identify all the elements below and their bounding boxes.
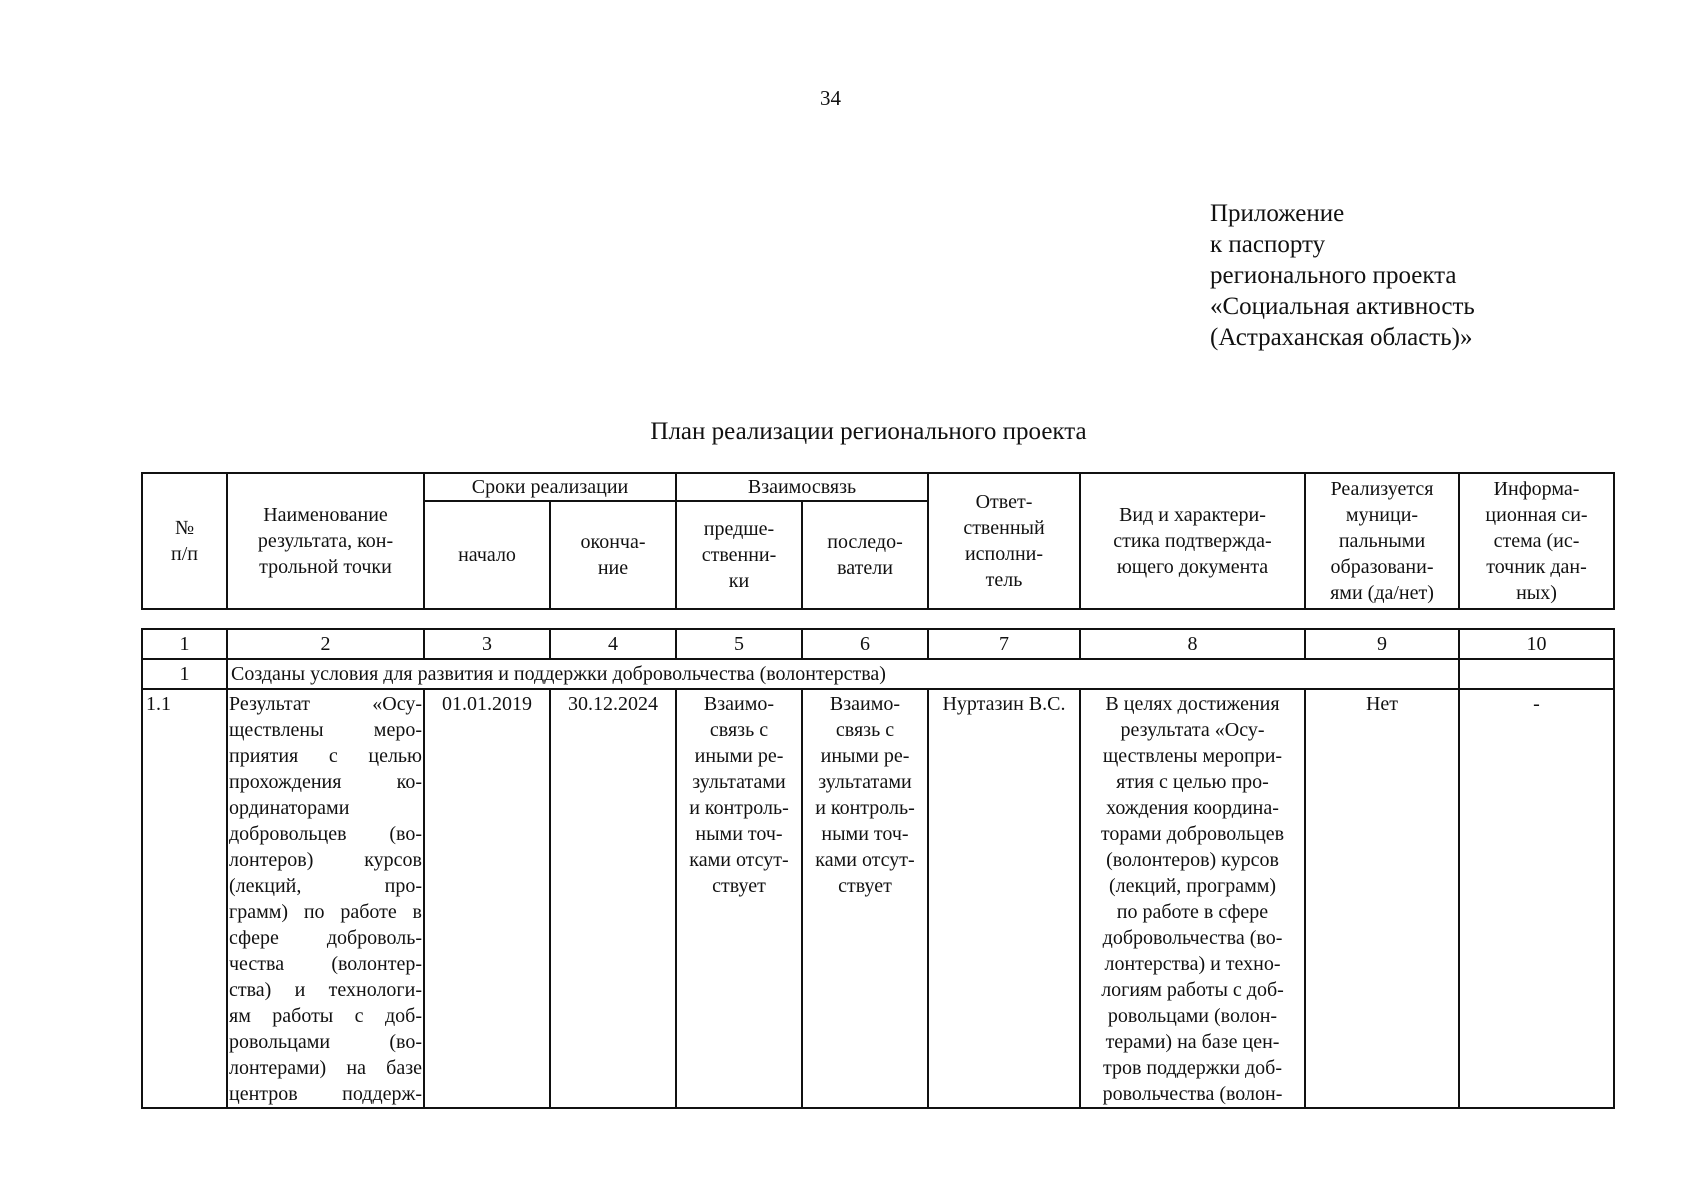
cell-line: связь с bbox=[835, 719, 895, 741]
cell-line: Взаимо- bbox=[829, 693, 901, 715]
row-successors bbox=[802, 689, 928, 1108]
header-successors bbox=[802, 501, 928, 609]
header-municipal bbox=[1305, 473, 1459, 609]
cell-line: центров поддерж- bbox=[229, 1083, 422, 1105]
cell-line: зультатами bbox=[818, 771, 912, 793]
header-name bbox=[227, 473, 424, 609]
cell-line: результата, кон- bbox=[257, 530, 394, 552]
header-document bbox=[1080, 473, 1305, 609]
cell-line: пальными bbox=[1338, 530, 1426, 552]
column-numbers-row bbox=[142, 629, 1614, 659]
cell-line: В целях достижения bbox=[1105, 693, 1280, 715]
cell-line: ства) и технологи- bbox=[229, 979, 422, 1001]
cell-line: ординаторами bbox=[229, 797, 350, 819]
cell-line: чества (волонтер- bbox=[229, 953, 422, 975]
table-row bbox=[142, 689, 1614, 1108]
cell-line: (волонтеров) курсов bbox=[1106, 849, 1279, 871]
column-number-cell: 2 bbox=[227, 629, 424, 659]
header-predecessors bbox=[676, 501, 802, 609]
section-title: Созданы условия для развития и поддержки добровольчества (волонтерства) bbox=[227, 659, 1459, 689]
cell-line: иными ре- bbox=[820, 745, 910, 767]
cell-line: хождения координа- bbox=[1106, 797, 1279, 819]
cell-line: и контроль- bbox=[815, 797, 915, 819]
cell-line: прохождения ко- bbox=[229, 771, 422, 793]
cell-line: стема (ис- bbox=[1493, 530, 1580, 552]
cell-line: ки bbox=[728, 570, 750, 592]
column-number-cell: 7 bbox=[928, 629, 1080, 659]
page-number: 34 bbox=[820, 86, 841, 110]
column-number-cell: 1 bbox=[142, 629, 227, 659]
cell-line: торами добровольцев bbox=[1100, 823, 1285, 845]
cell-line: грамм) по работе в bbox=[229, 901, 422, 923]
header-infosystem bbox=[1459, 473, 1614, 609]
cell-line: ществлены меропри- bbox=[1102, 745, 1283, 767]
column-number-cell: 8 bbox=[1080, 629, 1305, 659]
section-num: 1 bbox=[142, 659, 227, 689]
cell-line: ных) bbox=[1516, 582, 1557, 604]
appendix-line: Приложение bbox=[1210, 200, 1345, 227]
column-number-cell: 6 bbox=[802, 629, 928, 659]
cell-line: иными ре- bbox=[694, 745, 784, 767]
cell-line: ками отсут- bbox=[689, 849, 789, 871]
cell-line: по работе в сфере bbox=[1116, 901, 1269, 923]
row-executor: Нуртазин В.С. bbox=[928, 689, 1080, 1108]
column-number-cell: 5 bbox=[676, 629, 802, 659]
column-number-cell: 9 bbox=[1305, 629, 1459, 659]
cell-line: Ответ- bbox=[975, 491, 1033, 513]
cell-line: ющего документа bbox=[1116, 556, 1269, 578]
cell-line: тель bbox=[985, 569, 1023, 591]
section-empty-cell bbox=[1459, 659, 1614, 689]
cell-line: Информа- bbox=[1493, 478, 1580, 500]
cell-line: ствует bbox=[712, 875, 766, 897]
cell-line: (лекций, про- bbox=[229, 875, 422, 897]
cell-line: и контроль- bbox=[689, 797, 789, 819]
cell-line: точник дан- bbox=[1486, 556, 1587, 578]
header-relation-group: Взаимосвязь bbox=[676, 473, 928, 501]
cell-line: Вид и характери- bbox=[1119, 504, 1266, 526]
cell-line: результата «Осу- bbox=[1120, 719, 1265, 741]
cell-line: ционная си- bbox=[1485, 504, 1588, 526]
section-row bbox=[142, 659, 1614, 689]
plan-header-table bbox=[141, 472, 1615, 610]
appendix-line: к паспорту bbox=[1210, 231, 1326, 258]
cell-line: Взаимо- bbox=[703, 693, 775, 715]
header-executor bbox=[928, 473, 1080, 609]
column-number-cell: 10 bbox=[1459, 629, 1614, 659]
appendix-line: (Астраханская область)» bbox=[1210, 324, 1473, 351]
cell-line: ственни- bbox=[701, 544, 777, 566]
row-start: 01.01.2019 bbox=[424, 689, 550, 1108]
header-terms-group: Сроки реализации bbox=[424, 473, 676, 501]
cell-line: оконча- bbox=[580, 531, 646, 553]
cell-line: Реализуется bbox=[1330, 478, 1434, 500]
cell-line: зультатами bbox=[692, 771, 786, 793]
row-municipal: Нет bbox=[1305, 689, 1459, 1108]
cell-line: лонтерства) и техно- bbox=[1104, 953, 1281, 975]
plan-body-table bbox=[141, 628, 1615, 1109]
row-end: 30.12.2024 bbox=[550, 689, 676, 1108]
cell-line: связь с bbox=[709, 719, 769, 741]
cell-line: тров поддержки доб- bbox=[1102, 1057, 1283, 1079]
cell-line: ние bbox=[597, 557, 629, 579]
cell-line: ватели bbox=[837, 557, 893, 579]
cell-line: логиям работы с доб- bbox=[1101, 979, 1284, 1001]
cell-line: стика подтвержда- bbox=[1113, 530, 1272, 552]
cell-line: сфере доброволь- bbox=[229, 927, 422, 949]
cell-line: ровольчества (волон- bbox=[1102, 1083, 1283, 1105]
cell-line: (лекций, программ) bbox=[1108, 875, 1277, 897]
cell-line: ществлены меро- bbox=[229, 719, 422, 741]
cell-line: добровольцев (во- bbox=[229, 823, 422, 845]
row-name bbox=[227, 689, 424, 1108]
row-document bbox=[1080, 689, 1305, 1108]
cell-line: образовани- bbox=[1330, 556, 1434, 578]
cell-line: ными точ- bbox=[695, 823, 783, 845]
cell-line: ям работы с доб- bbox=[229, 1005, 422, 1027]
cell-line: предше- bbox=[703, 518, 775, 540]
cell-line: добровольчества (во- bbox=[1102, 927, 1283, 949]
cell-line: лонтерами) на базе bbox=[229, 1057, 422, 1079]
cell-line: ровольцами (во- bbox=[229, 1031, 422, 1053]
header-num bbox=[142, 473, 227, 609]
cell-line: лонтеров) курсов bbox=[229, 849, 422, 871]
header-end bbox=[550, 501, 676, 609]
cell-line: трольной точки bbox=[259, 556, 392, 578]
row-num: 1.1 bbox=[142, 689, 227, 1108]
cell-line: ствует bbox=[838, 875, 892, 897]
cell-line: № bbox=[174, 517, 195, 539]
cell-line: ятия с целью про- bbox=[1116, 771, 1269, 793]
appendix-line: регионального проекта bbox=[1210, 262, 1457, 289]
row-predecessors bbox=[676, 689, 802, 1108]
cell-line: Наименование bbox=[263, 504, 388, 526]
column-number-cell: 3 bbox=[424, 629, 550, 659]
cell-line: ровольцами (волон- bbox=[1107, 1005, 1278, 1027]
row-infosystem: - bbox=[1459, 689, 1614, 1108]
cell-line: ными точ- bbox=[821, 823, 909, 845]
cell-line: ями (да/нет) bbox=[1330, 582, 1434, 604]
cell-line: Результат «Осу- bbox=[229, 693, 422, 715]
cell-line: последо- bbox=[827, 531, 903, 553]
column-number-cell: 4 bbox=[550, 629, 676, 659]
cell-line: муници- bbox=[1345, 504, 1419, 526]
cell-line: терами) на базе цен- bbox=[1105, 1031, 1280, 1053]
appendix-line: «Социальная активность bbox=[1210, 293, 1475, 320]
cell-line: исполни- bbox=[964, 543, 1044, 565]
plan-title: План реализации регионального проекта bbox=[650, 418, 1087, 445]
cell-line: ками отсут- bbox=[815, 849, 915, 871]
cell-line: ственный bbox=[963, 517, 1045, 539]
appendix-heading bbox=[1210, 198, 1475, 353]
header-start: начало bbox=[424, 501, 550, 609]
cell-line: п/п bbox=[171, 543, 198, 565]
cell-line: приятия с целью bbox=[229, 745, 422, 767]
